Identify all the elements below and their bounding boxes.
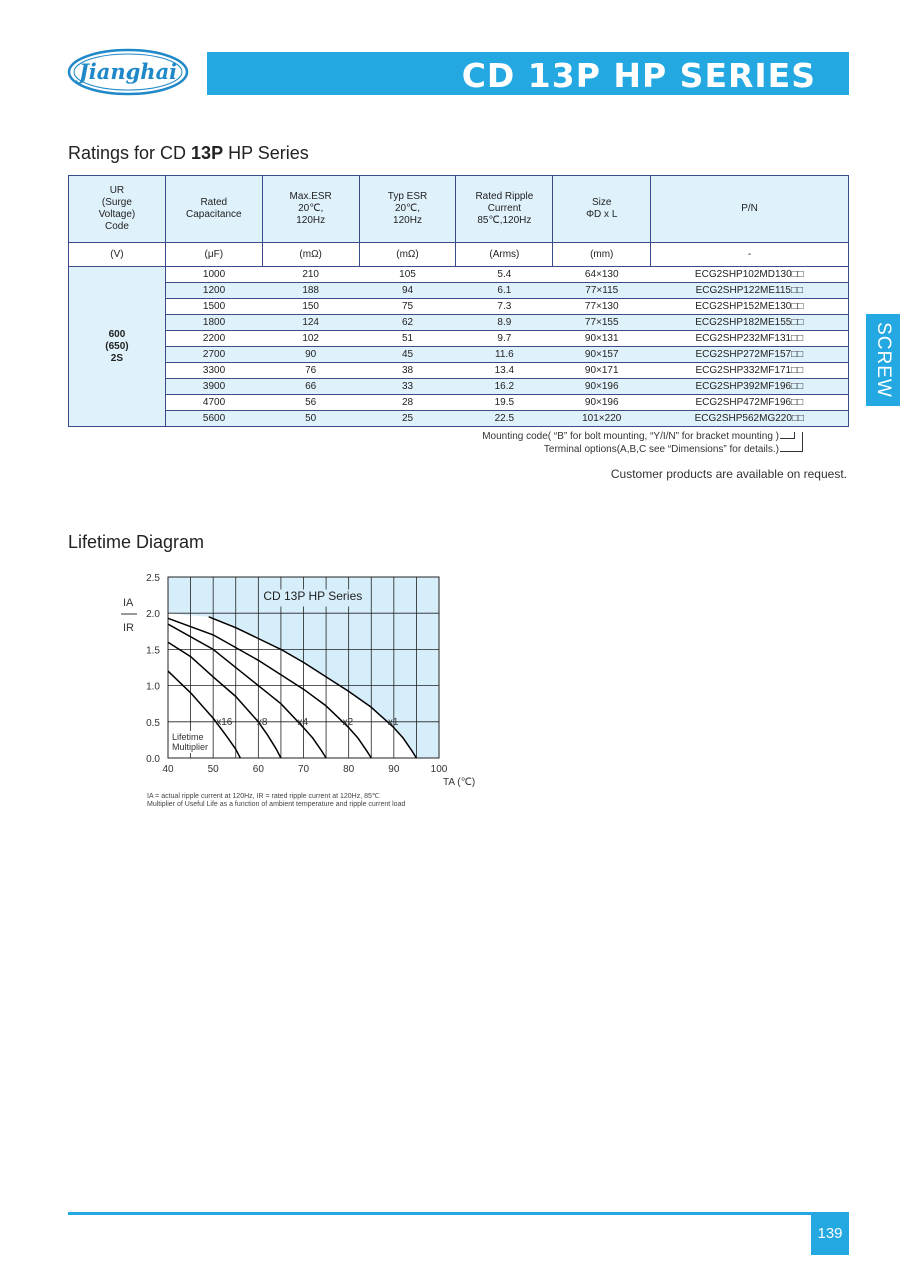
table-row (69, 283, 849, 299)
legend-label: Lifetime (172, 732, 204, 743)
cell-pn: ECG2SHP272MF157□□ (651, 347, 849, 363)
cell-ripple: 9.7 (456, 331, 553, 347)
y-tick-label: 0.5 (146, 717, 160, 729)
customer-note: Customer products are available on request. (610, 467, 847, 481)
cell-cap: 1500 (165, 299, 262, 315)
y-axis-label-denominator: IR (123, 622, 134, 634)
table-row (69, 395, 849, 411)
curve-label-x8: x8 (256, 717, 268, 729)
ratings-table (68, 175, 849, 427)
side-tab-label: SCREW (873, 322, 894, 398)
cell-size: 90×171 (553, 363, 651, 379)
cell-typesr: 75 (359, 299, 456, 315)
cell-typesr: 28 (359, 395, 456, 411)
unit-uf: (μF) (165, 243, 262, 267)
curve-label-x1: x1 (387, 717, 399, 729)
table-row (69, 379, 849, 395)
cell-pn: ECG2SHP102MD130□□ (651, 267, 849, 283)
y-tick-label: 0.0 (146, 754, 160, 765)
table-units-row (69, 243, 849, 267)
header-capacitance: Rated Capacitance (165, 176, 262, 243)
cell-pn: ECG2SHP472MF196□□ (651, 395, 849, 411)
cell-maxesr: 210 (262, 267, 359, 283)
y-tick-label: 1.0 (146, 681, 160, 693)
cell-size: 64×130 (553, 267, 651, 283)
y-tick-label: 2.0 (146, 609, 160, 621)
cell-size: 90×196 (553, 395, 651, 411)
ratings-title (68, 143, 309, 164)
cell-ripple: 5.4 (456, 267, 553, 283)
header-bar (207, 52, 849, 95)
logo-text: Jianghai (78, 59, 178, 84)
unit-mohm: (mΩ) (359, 243, 456, 267)
chart-footnote-2: Multiplier of Useful Life as a function of ambient temperature and ripple current load (147, 801, 406, 808)
cell-cap: 1800 (165, 315, 262, 331)
cell-maxesr: 76 (262, 363, 359, 379)
cell-ripple: 6.1 (456, 283, 553, 299)
cell-maxesr: 66 (262, 379, 359, 395)
cell-cap: 2700 (165, 347, 262, 363)
cell-ripple: 16.2 (456, 379, 553, 395)
ratings-title-prefix: Ratings for CD (68, 143, 192, 163)
cell-ripple: 11.6 (456, 347, 553, 363)
header-ur: UR (Surge Voltage) Code (69, 176, 166, 243)
cell-maxesr: 50 (262, 411, 359, 427)
cell-maxesr: 150 (262, 299, 359, 315)
cell-maxesr: 90 (262, 347, 359, 363)
x-tick-label: 60 (252, 764, 264, 775)
table-row (69, 363, 849, 379)
mounting-note: Mounting code( “B” for bolt mounting, “Y/I/N” for bracket mounting ) (482, 431, 779, 442)
lifetime-chart (110, 568, 490, 790)
ratings-title-suffix: HP Series (223, 143, 309, 163)
x-tick-label: 100 (430, 764, 448, 775)
cell-cap: 3900 (165, 379, 262, 395)
cell-maxesr: 102 (262, 331, 359, 347)
cell-pn: ECG2SHP392MF196□□ (651, 379, 849, 395)
cell-cap: 2200 (165, 331, 262, 347)
cell-pn: ECG2SHP122ME115□□ (651, 283, 849, 299)
lifetime-title: Lifetime Diagram (68, 532, 205, 552)
chart-footnote-1: IA = actual ripple current at 120Hz, IR = rated ripple current at 120Hz, 85℃ (147, 793, 380, 800)
page-number: 139 (817, 1225, 843, 1242)
x-tick-label: 70 (297, 764, 310, 775)
x-tick-label: 90 (388, 764, 400, 775)
header-ripple: Rated Ripple Current 85℃,120Hz (456, 176, 553, 243)
header-size: Size ΦD x L (553, 176, 651, 243)
x-axis-label: TA (℃) (443, 777, 476, 788)
voltage-cell: 600 (650) 2S (69, 267, 166, 427)
cell-typesr: 62 (359, 315, 456, 331)
table-row (69, 299, 849, 315)
y-tick-label: 1.5 (146, 645, 160, 657)
cell-maxesr: 188 (262, 283, 359, 299)
chart-title: CD 13P HP Series (263, 588, 363, 603)
cell-typesr: 33 (359, 379, 456, 395)
jianghai-logo (67, 48, 189, 96)
curve-label-x16: x16 (216, 717, 233, 729)
x-tick-label: 80 (343, 764, 355, 775)
cell-maxesr: 56 (262, 395, 359, 411)
header-max-esr: Max.ESR 20℃, 120Hz (262, 176, 359, 243)
table-row (69, 331, 849, 347)
x-tick-label: 40 (162, 764, 174, 775)
unit-v: (V) (69, 243, 166, 267)
cell-typesr: 45 (359, 347, 456, 363)
cell-size: 77×115 (553, 283, 651, 299)
terminal-note: Terminal options(A,B,C see “Dimensions” for details.) (543, 444, 779, 455)
cell-cap: 1000 (165, 267, 262, 283)
cell-cap: 3300 (165, 363, 262, 379)
cell-pn: ECG2SHP232MF131□□ (651, 331, 849, 347)
cell-maxesr: 124 (262, 315, 359, 331)
cell-size: 90×131 (553, 331, 651, 347)
cell-typesr: 38 (359, 363, 456, 379)
table-header-row (69, 176, 849, 243)
cell-typesr: 105 (359, 267, 456, 283)
unit-arms: (Arms) (456, 243, 553, 267)
cell-typesr: 94 (359, 283, 456, 299)
curve-label-x2: x2 (342, 717, 354, 729)
unit-mohm: (mΩ) (262, 243, 359, 267)
table-row (69, 315, 849, 331)
ratings-title-bold: 13P (191, 143, 224, 163)
cell-pn: ECG2SHP152ME130□□ (651, 299, 849, 315)
cell-pn: ECG2SHP562MG220□□ (651, 411, 849, 427)
cell-ripple: 7.3 (456, 299, 553, 315)
side-tab-screw (866, 314, 900, 406)
page-title: CD 13P HP SERIES (461, 56, 816, 95)
header-pn: P/N (651, 176, 849, 243)
cell-ripple: 8.9 (456, 315, 553, 331)
cell-cap: 5600 (165, 411, 262, 427)
terminal-bracket-line (780, 432, 803, 452)
cell-size: 90×157 (553, 347, 651, 363)
cell-ripple: 22.5 (456, 411, 553, 427)
curve-label-x4: x4 (297, 717, 309, 729)
cell-ripple: 19.5 (456, 395, 553, 411)
y-tick-label: 2.5 (146, 573, 160, 584)
table-row (69, 347, 849, 363)
cell-ripple: 13.4 (456, 363, 553, 379)
table-row (69, 411, 849, 427)
page-number-box (811, 1215, 849, 1255)
cell-size: 101×220 (553, 411, 651, 427)
y-axis-label-numerator: IA (123, 597, 134, 609)
header-typ-esr: Typ ESR 20℃, 120Hz (359, 176, 456, 243)
unit-pn: - (651, 243, 849, 267)
footer-line (68, 1212, 849, 1215)
cell-typesr: 25 (359, 411, 456, 427)
cell-pn: ECG2SHP332MF171□□ (651, 363, 849, 379)
cell-typesr: 51 (359, 331, 456, 347)
cell-cap: 1200 (165, 283, 262, 299)
cell-pn: ECG2SHP182ME155□□ (651, 315, 849, 331)
x-tick-label: 50 (207, 764, 219, 775)
table-row (69, 267, 849, 283)
cell-size: 77×155 (553, 315, 651, 331)
unit-mm: (mm) (553, 243, 651, 267)
cell-cap: 4700 (165, 395, 262, 411)
legend-label: Multiplier (172, 742, 209, 753)
cell-size: 90×196 (553, 379, 651, 395)
cell-size: 77×130 (553, 299, 651, 315)
